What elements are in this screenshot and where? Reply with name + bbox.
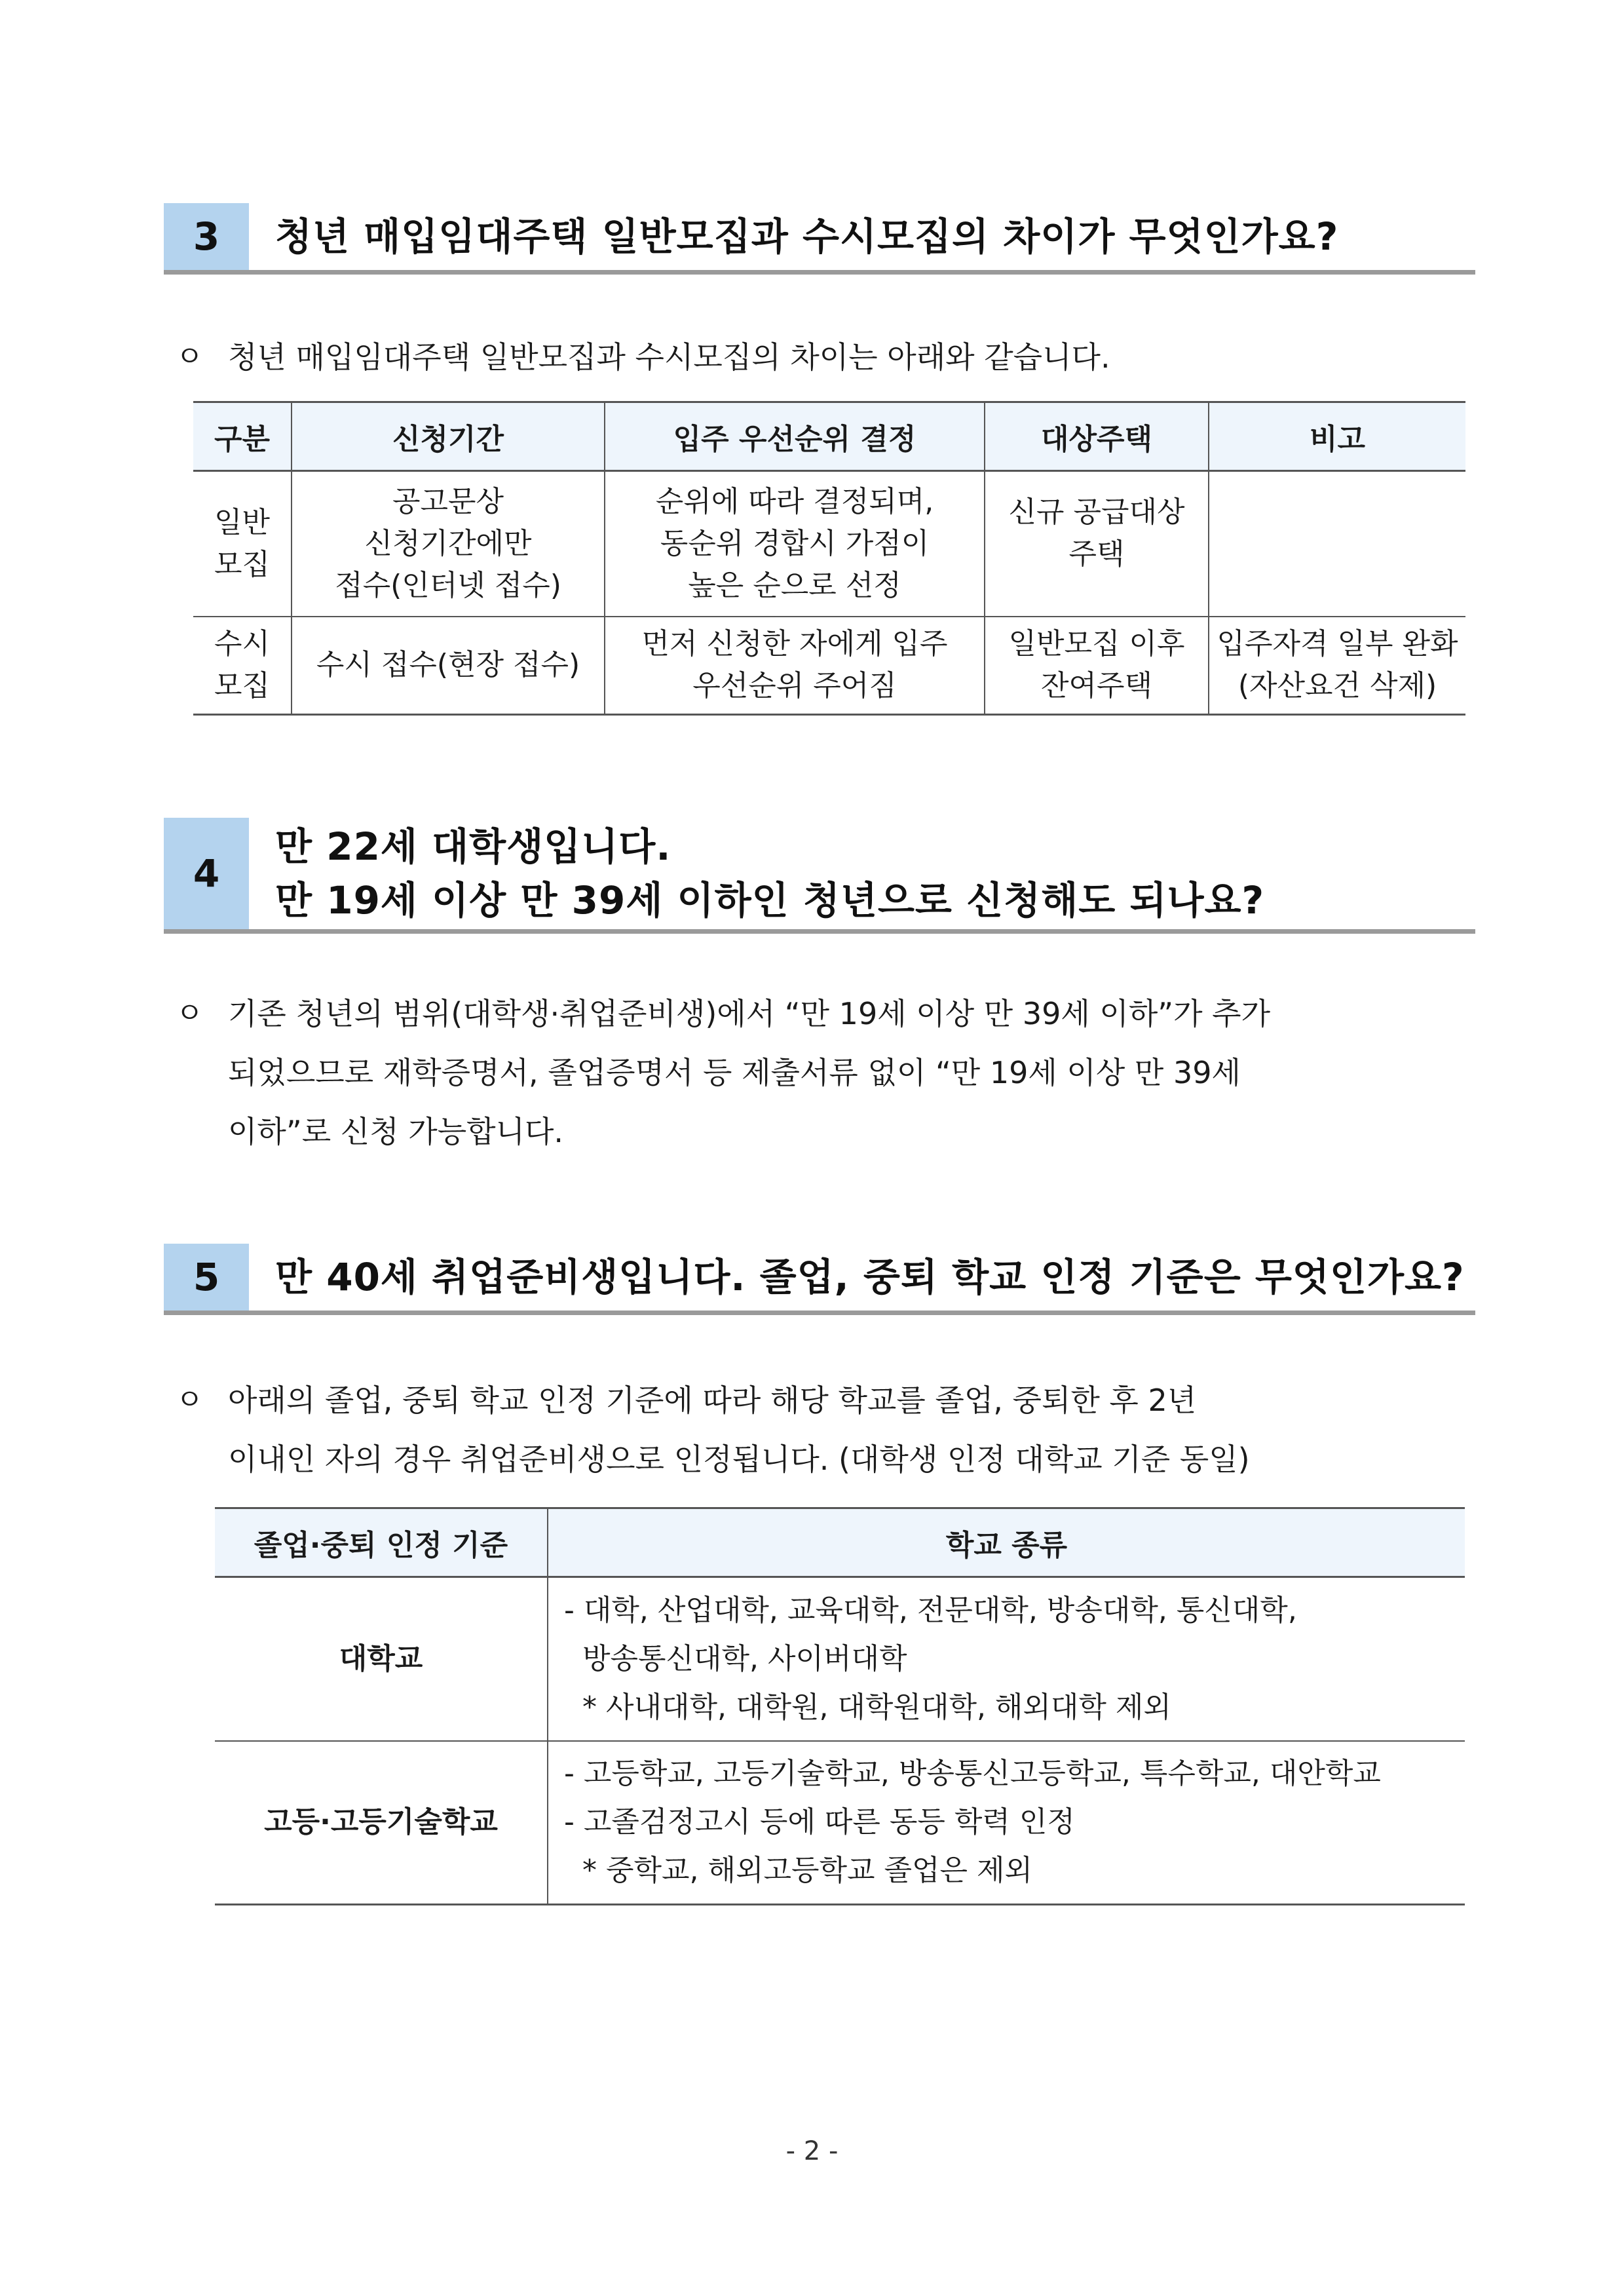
section-5-paragraph [176, 1371, 1479, 1489]
table-cell-note: 입주자격 일부 완화 (자산요건 삭제) [1209, 617, 1465, 715]
section-title [249, 818, 1475, 929]
section-title-text: 만 40세 취업준비생입니다. 졸업, 중퇴 학교 인정 기준은 무엇인가요? [275, 1255, 1465, 1299]
column-header: 졸업·중퇴 인정 기준 [215, 1508, 548, 1577]
table-cell-criteria: 대학교 [215, 1577, 548, 1741]
table-header-row [215, 1508, 1465, 1577]
paragraph-text: 청년 매입임대주택 일반모집과 수시모집의 차이는 아래와 같습니다. [228, 339, 1110, 375]
section-title-line: 만 22세 대학생입니다. [275, 824, 671, 869]
table-cell-target: 일반모집 이후 잔여주택 [985, 617, 1209, 715]
section-title [249, 1244, 1475, 1311]
section-title-text: 청년 매입임대주택 일반모집과 수시모집의 차이가 무엇인가요? [275, 214, 1339, 259]
section-number-badge: 3 [164, 203, 249, 270]
section-title-line: 만 19세 이상 만 39세 이하인 청년으로 신청해도 되나요? [275, 878, 1265, 923]
section-number-badge: 5 [164, 1244, 249, 1311]
table-cell-type: 수시 모집 [193, 617, 292, 715]
recruitment-comparison-table [193, 401, 1465, 716]
column-header: 신청기간 [292, 402, 605, 471]
bullet-marker: ㅇ [176, 1383, 204, 1417]
table-row [215, 1741, 1465, 1905]
table-cell-school-types: - 고등학교, 고등기술학교, 방송통신고등학교, 특수학교, 대안학교 - 고졸검정고시 등에 따른 동등 학력 인정 * 중학교, 해외고등학교 졸업은 제외 [548, 1741, 1465, 1905]
table-row [193, 617, 1465, 715]
paragraph-line: 되었으므로 재학증명서, 졸업증명서 등 제출서류 없이 “만 19세 이상 만 39세 [228, 1055, 1241, 1090]
column-header: 구분 [193, 402, 292, 471]
table-cell-target: 신규 공급대상 주택 [985, 471, 1209, 617]
table-cell-type: 일반 모집 [193, 471, 292, 617]
table-cell-priority: 순위에 따라 결정되며, 동순위 경합시 가점이 높은 순으로 선정 [605, 471, 985, 617]
page-number: - 2 - [785, 2136, 839, 2166]
section-5-heading [164, 1244, 1475, 1315]
table-cell-school-types: - 대학, 산업대학, 교육대학, 전문대학, 방송대학, 통신대학, 방송통신대학, 사이버대학 * 사내대학, 대학원, 대학원대학, 해외대학 제외 [548, 1577, 1465, 1741]
section-3-heading [164, 203, 1475, 275]
paragraph-line: 기존 청년의 범위(대학생·취업준비생)에서 “만 19세 이상 만 39세 이하”가 추가 [228, 996, 1271, 1031]
table-cell-period: 공고문상 신청기간에만 접수(인터넷 접수) [292, 471, 605, 617]
school-criteria-table [215, 1507, 1465, 1905]
section-number-badge: 4 [164, 818, 249, 929]
column-header: 대상주택 [985, 402, 1209, 471]
table-header-row [193, 402, 1465, 471]
section-4-heading [164, 818, 1475, 934]
bullet-marker: ㅇ [176, 997, 204, 1030]
paragraph-line: 아래의 졸업, 중퇴 학교 인정 기준에 따라 해당 학교를 졸업, 중퇴한 후 2년 [228, 1383, 1197, 1418]
column-header: 학교 종류 [548, 1508, 1465, 1577]
section-3-paragraph [176, 328, 1479, 387]
table-cell-priority: 먼저 신청한 자에게 입주 우선순위 주어짐 [605, 617, 985, 715]
section-4-paragraph [176, 984, 1479, 1161]
column-header: 입주 우선순위 결정 [605, 402, 985, 471]
table-row [215, 1577, 1465, 1741]
column-header: 비고 [1209, 402, 1465, 471]
table-row [193, 471, 1465, 617]
section-title [249, 203, 1475, 270]
table-cell-period: 수시 접수(현장 접수) [292, 617, 605, 715]
table-cell-criteria: 고등·고등기술학교 [215, 1741, 548, 1905]
table-cell-note [1209, 471, 1465, 617]
bullet-marker: ㅇ [176, 340, 204, 373]
paragraph-line: 이하”로 신청 가능합니다. [228, 1114, 564, 1149]
paragraph-line: 이내인 자의 경우 취업준비생으로 인정됩니다. (대학생 인정 대학교 기준 동일) [228, 1442, 1250, 1477]
